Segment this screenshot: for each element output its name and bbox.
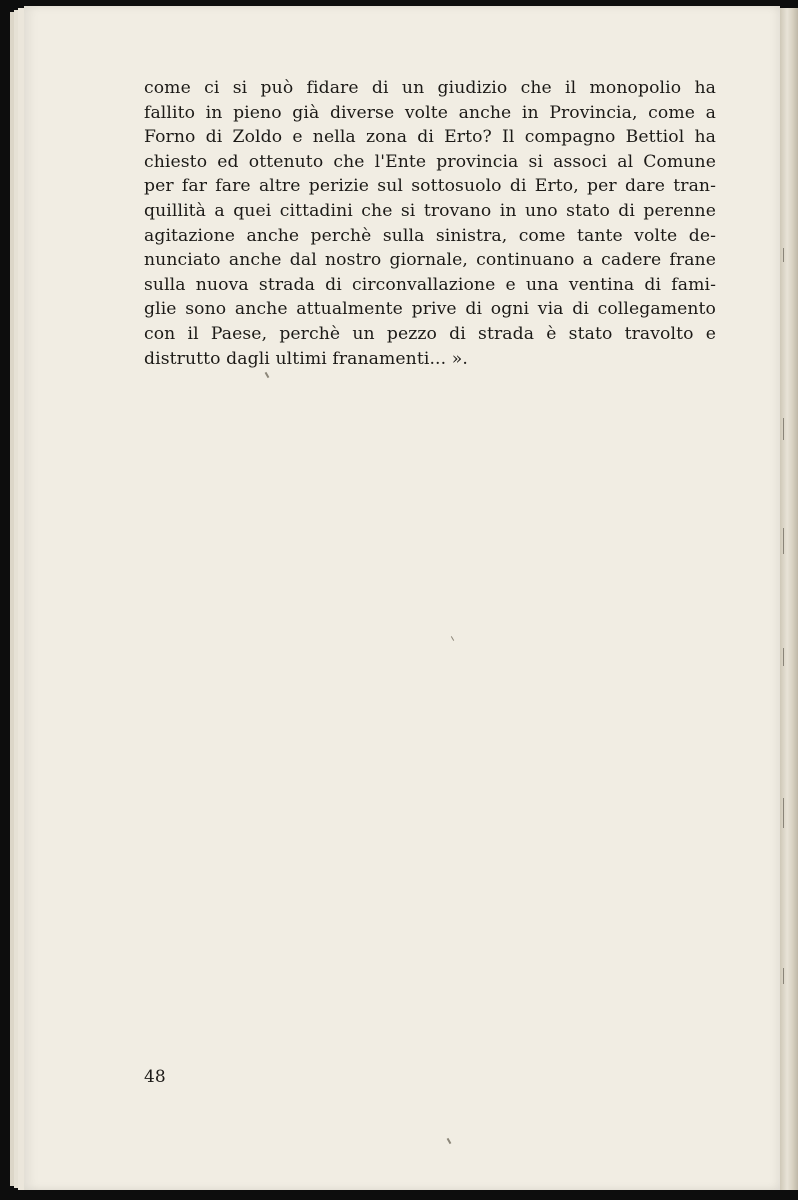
text-line: agitazione anche perchè sulla sinistra, come tante volte de-: [144, 225, 716, 246]
text-line: distrutto dagli ultimi franamenti... ».: [144, 348, 468, 369]
text-line: quillità a quei cittadini che si trovano in uno stato di perenne: [144, 200, 716, 221]
right-page-stack: [780, 8, 798, 1190]
page-number: 48: [144, 1067, 166, 1087]
text-line: come ci si può fidare di un giudizio che il monopolio ha: [144, 78, 716, 98]
text-line: glie sono anche attualmente prive di ogni via di collegamento: [144, 299, 716, 320]
text-line: nunciato anche dal nostro giornale, continuano a cadere frane: [144, 250, 716, 271]
body-paragraph: [144, 76, 716, 371]
text-line: Forno di Zoldo e nella zona di Erto? Il compagno Bettiol ha: [144, 127, 716, 148]
text-line: sulla nuova strada di circonvallazione e una ventina di fami-: [144, 274, 716, 295]
text-line: fallito in pieno già diverse volte anche in Provincia, come a: [144, 102, 716, 123]
text-line: con il Paese, perchè un pezzo di strada è stato travolto e: [144, 323, 716, 344]
text-line: per far fare altre perizie sul sottosuolo di Erto, per dare tran-: [144, 176, 716, 197]
text-line: chiesto ed ottenuto che l'Ente provincia si associ al Comune: [144, 151, 716, 172]
